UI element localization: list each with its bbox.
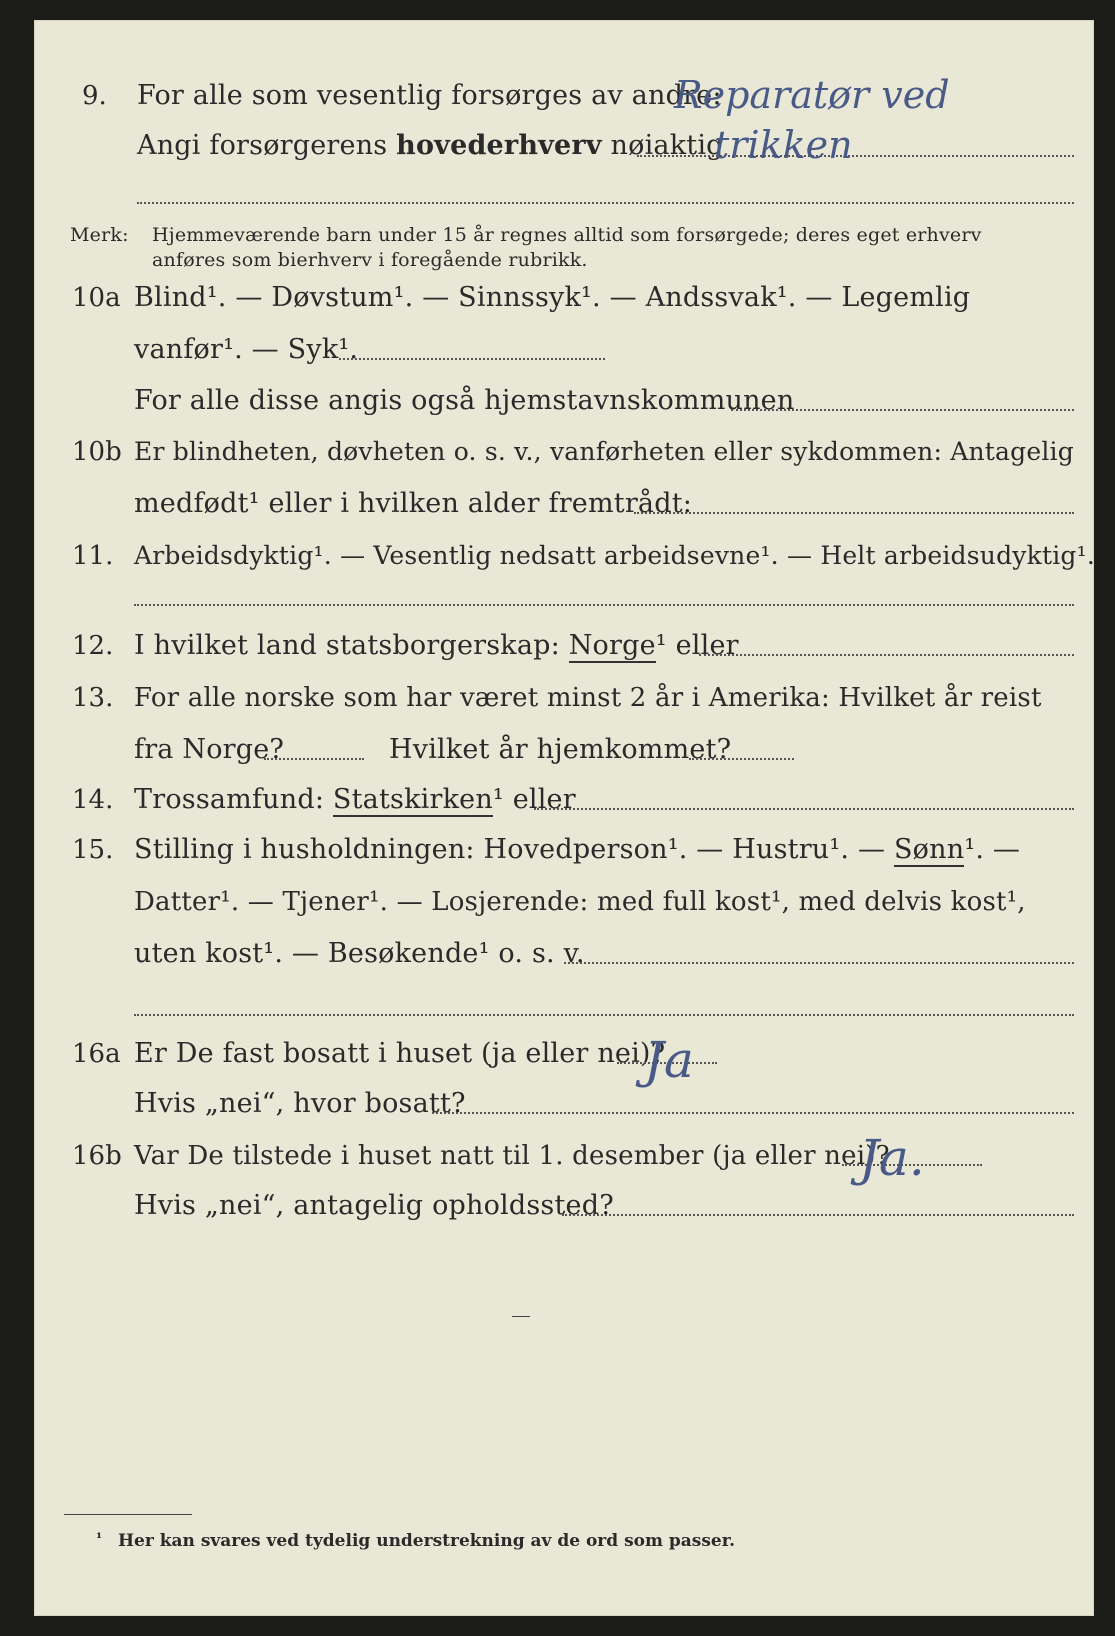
q14-number: 14.: [72, 785, 114, 815]
q9-answer-line: [637, 155, 1074, 157]
q14-line1: [134, 784, 576, 816]
q12-post: ¹ eller: [655, 630, 739, 661]
merk-line2: anføres som bierhverv i foregående rubrikk.: [152, 249, 588, 271]
q9-line2-a: Angi forsørgerens: [137, 130, 397, 161]
q15-line1: [134, 834, 1020, 866]
q16a-handwritten-answer: Ja: [644, 1031, 694, 1089]
q16a-line2: Hvis „nei“, hvor bosatt?: [134, 1088, 466, 1119]
q13-year-return-blank: [689, 758, 794, 760]
q13-year-left-blank: [264, 758, 364, 760]
q13-line1: For alle norske som har været minst 2 år i Amerika: Hvilket år reist: [134, 683, 1042, 713]
q12-number: 12.: [72, 631, 114, 661]
q15-sonn: Sønn: [893, 834, 965, 865]
q9-line2-c: nøiaktig: [601, 130, 724, 161]
q14-pre: Trossamfund:: [134, 784, 333, 815]
q16b-line2: Hvis „nei“, antagelig opholdssted?: [134, 1190, 614, 1221]
q10a-line1: Blind¹. — Døvstum¹. — Sinnssyk¹. — Andssvak¹. — Legemlig: [134, 282, 971, 313]
q9-extra-line: [137, 202, 1074, 204]
q9-handwritten-answer2: trikken: [714, 123, 853, 167]
q14-post: ¹ eller: [492, 784, 576, 815]
merk-line1: Hjemmeværende barn under 15 år regnes alltid som forsørgede; deres eget erhverv: [152, 224, 982, 246]
q13-line2b: Hvilket år hjemkommet?: [389, 734, 732, 765]
q10a-line2: vanfør¹. — Syk¹.: [134, 334, 359, 365]
q9-handwritten-answer1: Reparatør ved: [674, 73, 950, 117]
q16b-handwritten-answer: Ja.: [859, 1129, 925, 1187]
q14-statskirken: Statskirken: [332, 784, 493, 815]
q9-line2-bold: hovederhverv: [396, 130, 602, 161]
footnote-text: Her kan svares ved tydelig understrekning av de ord som passer.: [118, 1531, 736, 1551]
q10a-number: 10a: [72, 283, 121, 313]
q10b-line1: Er blindheten, døvheten o. s. v., vanførheten eller sykdommen: Antagelig: [134, 437, 1074, 466]
footnote-mark: ¹: [96, 1531, 103, 1547]
q9-number: 9.: [82, 81, 107, 111]
q15-blank: [564, 962, 1074, 964]
q16b-number: 16b: [72, 1141, 122, 1171]
q10a-line2-blank: [339, 358, 605, 360]
q11-line1: Arbeidsdyktig¹. — Vesentlig nedsatt arbeidsevne¹. — Helt arbeidsudyktig¹.: [134, 541, 1095, 570]
q15-extra-line: [134, 1014, 1074, 1016]
q11-number: 11.: [72, 541, 114, 571]
q10b-line2: medfødt¹ eller i hvilken alder fremtrådt:: [134, 488, 693, 519]
q15-line1-post: ¹. —: [964, 834, 1021, 865]
q16a-line1: Er De fast bosatt i huset (ja eller nei)?: [134, 1038, 666, 1069]
q16b-line2-blank: [562, 1214, 1074, 1216]
q14-blank: [534, 808, 1074, 810]
q13-line2a: fra Norge?: [134, 734, 285, 765]
q12-norge: Norge: [568, 630, 656, 661]
footnote-rule: [64, 1514, 192, 1515]
q9-line1: For alle som vesentlig forsørges av andre:: [137, 80, 722, 111]
q15-number: 15.: [72, 835, 114, 865]
q11-extra-line: [134, 604, 1074, 606]
q12-blank: [699, 654, 1074, 656]
q9-line2: [137, 130, 724, 162]
q13-number: 13.: [72, 683, 114, 713]
census-form-page: [34, 20, 1094, 1616]
q16a-line2-blank: [432, 1112, 1074, 1114]
q16a-number: 16a: [72, 1039, 121, 1069]
q15-line1-pre: Stilling i husholdningen: Hovedperson¹. — Hustru¹. —: [134, 834, 894, 865]
merk-label: Merk:: [70, 224, 129, 246]
q10a-line3: For alle disse angis også hjemstavnskommunen: [134, 385, 795, 416]
stray-mark: [512, 1316, 530, 1317]
q15-line3: uten kost¹. — Besøkende¹ o. s. v.: [134, 938, 585, 969]
q10a-line3-blank: [731, 409, 1074, 411]
q10b-blank: [634, 512, 1074, 514]
q12-line1: [134, 630, 739, 662]
q12-pre: I hvilket land statsborgerskap:: [134, 630, 569, 661]
q10b-number: 10b: [72, 437, 122, 467]
q15-line2: Datter¹. — Tjener¹. — Losjerende: med full kost¹, med delvis kost¹,: [134, 887, 1026, 917]
q16b-line1: Var De tilstede i huset natt til 1. desember (ja eller nei)?: [134, 1141, 890, 1171]
